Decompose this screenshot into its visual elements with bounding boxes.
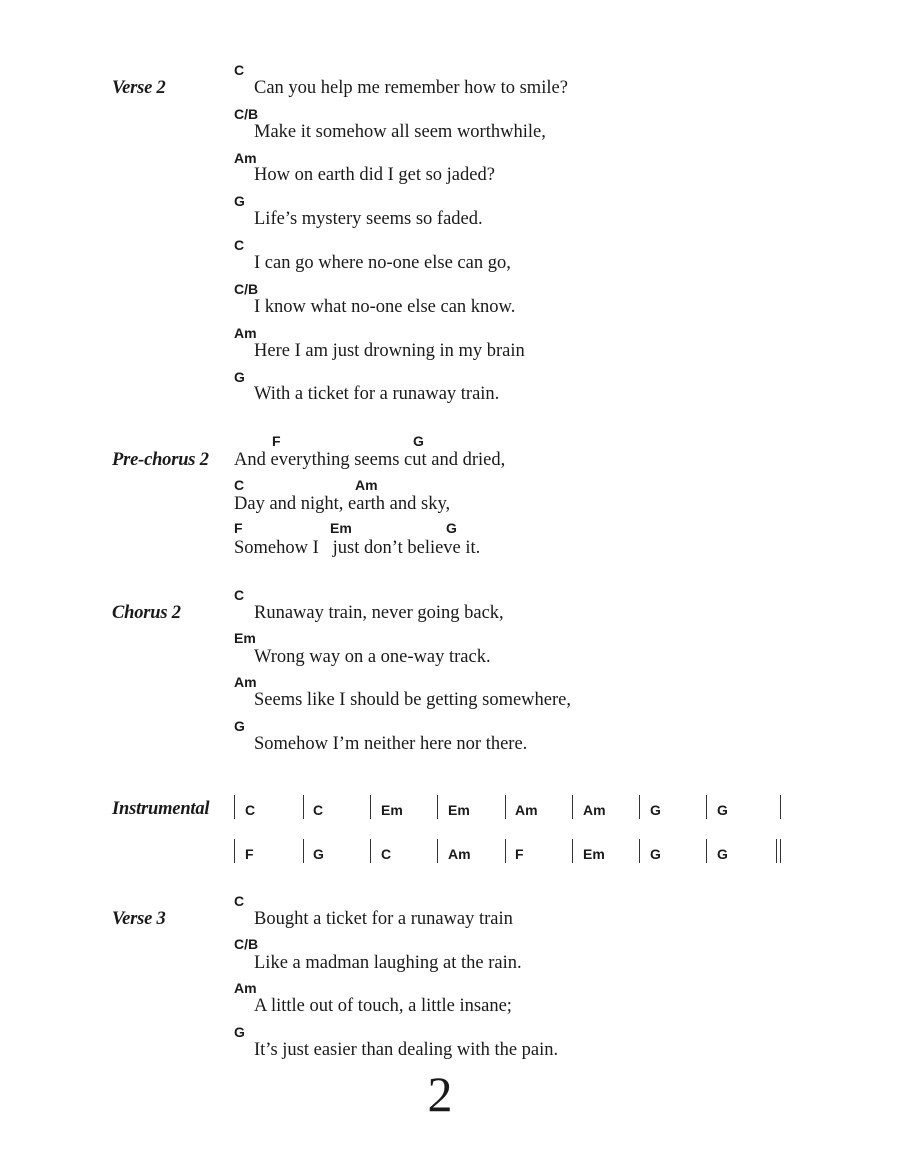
bar-line: [639, 795, 640, 819]
chord: Am: [234, 150, 257, 166]
chord: F: [272, 433, 281, 449]
lyric-line: Life’s mystery seems so faded.: [254, 209, 483, 229]
lyric-line: Here I am just drowning in my brain: [254, 341, 525, 361]
chord: C: [234, 587, 245, 603]
bar-line: [572, 795, 573, 819]
lyric-line: It’s just easier than dealing with the pain.: [254, 1040, 559, 1060]
bar-line: [303, 795, 304, 819]
chord: G: [313, 846, 324, 862]
bar-line: [370, 839, 371, 863]
chord: G: [234, 718, 245, 734]
chord: C: [234, 62, 245, 78]
chord: F: [234, 520, 243, 536]
section-label-chorus-2: Chorus 2: [112, 603, 181, 623]
lyric-line: I can go where no-one else can go,: [254, 253, 511, 273]
chord: Am: [515, 802, 538, 818]
chord: Am: [448, 846, 471, 862]
bar-line: [572, 839, 573, 863]
lyric-line: I know what no-one else can know.: [254, 297, 516, 317]
lyric-line: Somehow I’m neither here nor there.: [254, 734, 528, 754]
chord: Em: [330, 520, 352, 536]
section-label-verse-3: Verse 3: [112, 909, 166, 929]
bar-line: [437, 839, 438, 863]
chord: G: [234, 193, 245, 209]
chord: F: [515, 846, 524, 862]
lyric-line: Wrong way on a one-way track.: [254, 647, 491, 667]
chord: C: [234, 893, 245, 909]
chord: Em: [381, 802, 403, 818]
bar-line: [437, 795, 438, 819]
bar-line: [370, 795, 371, 819]
chord: Am: [234, 325, 257, 341]
lyric-line: With a ticket for a runaway train.: [254, 384, 500, 404]
lyric-line: How on earth did I get so jaded?: [254, 165, 495, 185]
chord: G: [446, 520, 457, 536]
chord: F: [245, 846, 254, 862]
bar-line: [780, 795, 781, 819]
lyric-line: Bought a ticket for a runaway train: [254, 909, 513, 929]
bar-line: [505, 795, 506, 819]
lyric-line: Somehow I just don’t believe it.: [234, 538, 481, 558]
chord: G: [717, 802, 728, 818]
chord: G: [234, 369, 245, 385]
chord: C/B: [234, 106, 259, 122]
chord: Am: [234, 674, 257, 690]
chord: G: [650, 846, 661, 862]
chord: C/B: [234, 281, 259, 297]
bar-line: [505, 839, 506, 863]
page-number: 2: [427, 1066, 453, 1122]
chord: G: [650, 802, 661, 818]
lyric-line: Can you help me remember how to smile?: [254, 78, 568, 98]
bar-line: [706, 795, 707, 819]
section-label-pre-chorus-2: Pre-chorus 2: [112, 450, 209, 470]
double-bar-line: [780, 839, 781, 863]
section-label-instrumental: Instrumental: [112, 799, 210, 819]
bar-line: [234, 795, 235, 819]
lyric-line: Make it somehow all seem worthwhile,: [254, 122, 546, 142]
lyric-line: Day and night, earth and sky,: [234, 494, 451, 514]
chord: C: [381, 846, 392, 862]
lyric-line: Seems like I should be getting somewhere,: [254, 690, 572, 710]
chord: G: [413, 433, 424, 449]
chord: Am: [234, 980, 257, 996]
chord: Am: [355, 477, 378, 493]
chord: C: [234, 237, 245, 253]
chord: Am: [583, 802, 606, 818]
chord: G: [234, 1024, 245, 1040]
bar-line: [234, 839, 235, 863]
chord: C: [234, 477, 245, 493]
chord: C: [245, 802, 256, 818]
chord: C/B: [234, 936, 259, 952]
section-label-verse-2: Verse 2: [112, 78, 166, 98]
bar-line: [706, 839, 707, 863]
bar-line: [303, 839, 304, 863]
chord: Em: [234, 630, 256, 646]
chord: Em: [448, 802, 470, 818]
lyric-line: Runaway train, never going back,: [254, 603, 504, 623]
double-bar-line: [776, 839, 777, 863]
lyric-line: A little out of touch, a little insane;: [254, 996, 512, 1016]
lyric-line: And everything seems cut and dried,: [234, 450, 506, 470]
chord: Em: [583, 846, 605, 862]
lyric-line: Like a madman laughing at the rain.: [254, 953, 522, 973]
bar-line: [639, 839, 640, 863]
chord: C: [313, 802, 324, 818]
chord: G: [717, 846, 728, 862]
